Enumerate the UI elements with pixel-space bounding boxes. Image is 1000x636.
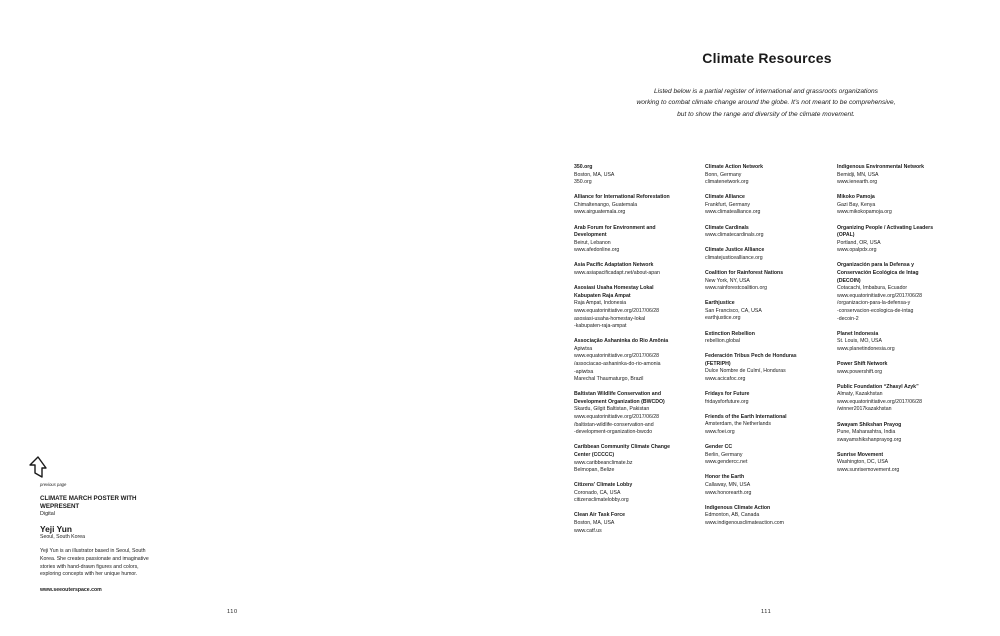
organization-name: Public Foundation “Zhasyl Azyk” bbox=[837, 383, 919, 390]
organization-detail: Chimaltenango, Guatemala bbox=[574, 201, 638, 208]
organization-website-link[interactable]: www.equatorinitiative.org/2017/06/28 bbox=[574, 307, 660, 314]
resource-entry bbox=[705, 444, 833, 467]
organization-website-link[interactable]: www.catf.us bbox=[574, 527, 602, 534]
organization-website-link[interactable]: www.equatorinitiative.org/2017/06/28 bbox=[574, 414, 660, 421]
organization-website-link[interactable]: www.climatealliance.org bbox=[705, 209, 761, 216]
organization-detail: Boston, MA, USA bbox=[574, 520, 615, 527]
organization-name: Climate Action Network bbox=[705, 164, 764, 170]
resource-column-3 bbox=[837, 164, 965, 482]
organization-name: Asia Pacific Adaptation Network bbox=[574, 262, 654, 269]
organization-detail: Coronado, CA, USA bbox=[574, 489, 621, 496]
organization-website-link[interactable]: climatejusticealliance.org bbox=[705, 254, 763, 261]
organization-name: Asosiasi Usaha Homestay Lokal bbox=[574, 285, 654, 292]
resource-entry bbox=[705, 247, 833, 262]
organization-name: Federación Tribus Pech de Honduras bbox=[705, 353, 797, 360]
organization-website-link[interactable]: www.caribbeanclimate.bz bbox=[574, 459, 633, 466]
organization-detail: asosiasi-usaha-homestay-lokal bbox=[574, 315, 646, 322]
resource-entry bbox=[574, 482, 702, 505]
organization-website-link[interactable]: fridaysforfuture.org bbox=[705, 398, 749, 405]
organization-detail: Cotacachi, Imbabura, Ecuador bbox=[837, 285, 908, 292]
organization-website-link[interactable]: www.indigenousclimateaction.com bbox=[705, 519, 785, 526]
organization-detail: -kabupaten-raja-ampat bbox=[574, 323, 627, 330]
resource-entry bbox=[705, 414, 833, 437]
organization-detail: /winner2017kazakhstan bbox=[837, 406, 892, 413]
organization-name: Development Organization (BWCDO) bbox=[574, 398, 665, 405]
resource-entry bbox=[705, 164, 833, 187]
organization-detail: Marechal Thaumaturgo, Brazil bbox=[574, 376, 644, 383]
organization-website-link[interactable]: www.equatorinitiative.org/2017/06/28 bbox=[837, 292, 923, 299]
resource-entry bbox=[574, 444, 702, 474]
organization-detail: Apiwtxa bbox=[574, 345, 593, 352]
organization-name: Organizing People / Activating Leaders bbox=[837, 224, 934, 231]
organization-name: Kabupaten Raja Ampat bbox=[574, 292, 631, 299]
resource-entry bbox=[837, 262, 965, 323]
organization-detail: Portland, OR, USA bbox=[837, 239, 881, 246]
organization-detail: Raja Ampat, Indonesia bbox=[574, 300, 627, 307]
organization-detail: -conservacion-ecologica-de-intag bbox=[837, 308, 914, 314]
resource-entry bbox=[705, 474, 833, 497]
organization-name: Associação Ashaninka do Rio Amônia bbox=[574, 338, 669, 345]
resource-entry bbox=[837, 194, 965, 217]
resource-entry bbox=[837, 361, 965, 376]
organization-website-link[interactable]: www.acicafoc.org bbox=[705, 375, 746, 382]
resource-entry bbox=[837, 384, 965, 414]
bio-line: exploring concepts with her unique humor. bbox=[40, 571, 138, 578]
organization-name: (DECOIN) bbox=[837, 277, 861, 284]
organization-website-link[interactable]: 350.org bbox=[574, 179, 592, 186]
organization-detail: /organizacion-para-la-defensa-y bbox=[837, 300, 911, 307]
organization-website-link[interactable]: www.asiapacificadapt.net/about-apan bbox=[574, 270, 660, 277]
organization-website-link[interactable]: citizensclimatelobby.org bbox=[574, 497, 629, 504]
organization-name: Planet Indonesia bbox=[837, 330, 879, 337]
resource-entry bbox=[837, 422, 965, 445]
organization-name: (FETRIPH) bbox=[705, 360, 731, 367]
organization-detail: Gazi Bay, Kenya bbox=[837, 201, 876, 208]
intro-text bbox=[612, 86, 920, 120]
organization-detail: /associacao-ashaninka-do-rio-amonia bbox=[574, 360, 661, 367]
organization-name: Mikoko Pamoja bbox=[837, 194, 875, 201]
organization-detail: Frankfurt, Germany bbox=[705, 201, 750, 208]
organization-detail: Beirut, Lebanon bbox=[574, 239, 611, 246]
bio-line: stories with hand-drawn figures and colors, bbox=[40, 563, 139, 570]
organization-name: Coalition for Rainforest Nations bbox=[705, 269, 784, 276]
previous-page-arrow-icon[interactable] bbox=[28, 456, 48, 478]
organization-detail: Amsterdam, the Netherlands bbox=[705, 421, 772, 428]
organization-name: Fridays for Future bbox=[705, 391, 750, 398]
poster-medium: Digital bbox=[40, 511, 55, 517]
organization-detail: Edmonton, AB, Canada bbox=[705, 512, 760, 519]
organization-website-link[interactable]: www.planetindonesia.org bbox=[837, 345, 895, 352]
resource-entry bbox=[837, 452, 965, 475]
organization-detail: St. Louis, MO, USA bbox=[837, 338, 882, 345]
intro-line: working to combat climate change around the globe. It’s not meant to be comprehensive, bbox=[636, 99, 896, 107]
organization-website-link[interactable]: www.rainforestcoalition.org bbox=[705, 285, 767, 292]
resource-entry bbox=[574, 194, 702, 217]
organization-name: Climate Justice Alliance bbox=[705, 247, 765, 254]
organization-website-link[interactable]: www.airguatemala.org bbox=[574, 209, 626, 216]
organization-name: Climate Cardinals bbox=[705, 224, 749, 231]
organization-website-link[interactable]: www.mikokopamoja.org bbox=[837, 209, 892, 216]
organization-name: Gender CC bbox=[705, 444, 733, 451]
organization-website-link[interactable]: earthjustice.org bbox=[705, 315, 741, 322]
resource-entry bbox=[837, 331, 965, 354]
resource-entry bbox=[705, 353, 833, 383]
previous-page-label[interactable]: previous page bbox=[40, 482, 67, 487]
organization-name: Conservación Ecológica de Intag bbox=[837, 270, 919, 277]
resource-entry bbox=[837, 225, 965, 255]
intro-line: Listed below is a partial register of international and grassroots organizations bbox=[654, 88, 878, 95]
intro-line: but to show the range and diversity of the climate movement. bbox=[677, 110, 855, 118]
organization-name: Arab Forum for Environment and bbox=[574, 224, 656, 231]
organization-detail: Almaty, Kazakhstan bbox=[837, 391, 883, 398]
artist-name: Yeji Yun bbox=[40, 524, 72, 534]
organization-website-link[interactable]: www.opalpdx.org bbox=[837, 247, 877, 254]
organization-name: Citizens’ Climate Lobby bbox=[574, 482, 633, 489]
organization-detail: Belmopan, Belize bbox=[574, 467, 615, 474]
organization-detail: Bonn, Germany bbox=[705, 171, 742, 178]
resource-entry bbox=[705, 300, 833, 323]
organization-name: Friends of the Earth International bbox=[705, 413, 787, 420]
resource-column-1 bbox=[574, 164, 702, 543]
organization-name: Sunrise Movement bbox=[837, 451, 884, 458]
resource-entry bbox=[837, 164, 965, 187]
resource-entry bbox=[705, 270, 833, 293]
organization-name: 350.org bbox=[574, 164, 593, 170]
poster-title: CLIMATE MARCH POSTER WITH WEPRESENT bbox=[40, 495, 137, 510]
organization-detail: Boston, MA, USA bbox=[574, 171, 615, 178]
resource-entry bbox=[705, 194, 833, 217]
organization-detail: -development-organization-bwcdo bbox=[574, 429, 653, 436]
bio-line: Yeji Yun is an illustrator based in Seoul, South bbox=[40, 548, 146, 554]
resource-entry bbox=[705, 391, 833, 406]
organization-website-link[interactable]: www.gendercc.net bbox=[705, 459, 748, 466]
organization-detail: Bemidji, MN, USA bbox=[837, 171, 879, 178]
resource-entry bbox=[705, 505, 833, 528]
organization-name: Earthjustice bbox=[705, 300, 735, 307]
page-number-left: 110 bbox=[227, 609, 238, 615]
organization-website-link[interactable]: climatenetwork.org bbox=[705, 179, 749, 186]
organization-name: Baltistan Wildlife Conservation and bbox=[574, 391, 661, 398]
organization-detail: Pune, Maharashtra, India bbox=[837, 429, 896, 436]
organization-name: Climate Alliance bbox=[705, 194, 745, 201]
organization-detail: Skardu, Gilgit Baltistan, Pakistan bbox=[574, 406, 650, 413]
organization-name: Power Shift Network bbox=[837, 360, 888, 367]
resource-entry bbox=[574, 338, 702, 384]
resource-entry bbox=[574, 225, 702, 255]
organization-website-link[interactable]: www.honorearth.org bbox=[705, 489, 752, 496]
bio-line: Korea. She creates passionate and imaginative bbox=[40, 555, 149, 562]
organization-detail: New York, NY, USA bbox=[705, 277, 750, 284]
organization-website-link[interactable]: www.sunrisemovement.org bbox=[837, 467, 900, 473]
resource-entry bbox=[574, 262, 702, 277]
resource-column-2 bbox=[705, 164, 833, 535]
organization-detail: /baltistan-wildlife-conservation-and bbox=[574, 421, 654, 428]
artist-website-link[interactable]: www.seeouterspace.com bbox=[40, 587, 102, 593]
organization-detail: -decoin-2 bbox=[837, 315, 859, 322]
resource-entry bbox=[574, 285, 702, 331]
organization-website-link[interactable]: www.equatorinitiative.org/2017/06/28 bbox=[574, 353, 660, 360]
resource-entry bbox=[574, 391, 702, 437]
resource-entry bbox=[574, 512, 702, 535]
organization-name: Indigenous Climate Action bbox=[705, 504, 771, 511]
organization-name: Caribbean Community Climate Change bbox=[574, 444, 670, 451]
organization-website-link[interactable]: www.climatecardinals.org bbox=[705, 232, 764, 239]
organization-detail: -apiwtxa bbox=[574, 368, 594, 375]
organization-website-link[interactable]: www.powershift.org bbox=[837, 368, 882, 375]
organization-name: (OPAL) bbox=[837, 232, 855, 239]
organization-website-link[interactable]: rebellion.global bbox=[705, 338, 740, 345]
organization-name: Honor the Earth bbox=[705, 474, 745, 481]
organization-name: Swayam Shikshan Prayog bbox=[837, 421, 902, 428]
resource-entry bbox=[574, 164, 702, 187]
artist-bio bbox=[40, 548, 149, 579]
organization-name: Center (CCCCC) bbox=[574, 451, 615, 458]
organization-website-link[interactable]: swayamshikshanprayog.org bbox=[837, 436, 902, 443]
artist-location: Seoul, South Korea bbox=[40, 534, 85, 540]
organization-detail: Berlin, Germany bbox=[705, 451, 743, 458]
resource-entry bbox=[705, 225, 833, 240]
organization-website-link[interactable]: www.afedonline.org bbox=[574, 247, 620, 254]
organization-name: Indigenous Environmental Network bbox=[837, 164, 925, 170]
organization-website-link[interactable]: www.ienearth.org bbox=[837, 179, 878, 186]
organization-detail: San Francisco, CA, USA bbox=[705, 307, 762, 314]
organization-name: Organización para la Defensa y bbox=[837, 262, 914, 269]
organization-detail: Washington, DC, USA bbox=[837, 459, 889, 466]
organization-website-link[interactable]: www.foei.org bbox=[705, 428, 735, 435]
organization-name: Clean Air Task Force bbox=[574, 512, 626, 519]
organization-name: Development bbox=[574, 232, 607, 239]
organization-website-link[interactable]: www.equatorinitiative.org/2017/06/28 bbox=[837, 398, 923, 405]
organization-detail: Callaway, MN, USA bbox=[705, 481, 751, 488]
page-title: Climate Resources bbox=[702, 50, 832, 66]
organization-name: Extinction Rebellion bbox=[705, 330, 755, 337]
organization-name: Alliance for International Reforestation bbox=[574, 194, 670, 201]
resource-entry bbox=[705, 331, 833, 346]
organization-detail: Dulce Nombre de Culmí, Honduras bbox=[705, 368, 786, 375]
page-number-right: 111 bbox=[761, 609, 772, 615]
